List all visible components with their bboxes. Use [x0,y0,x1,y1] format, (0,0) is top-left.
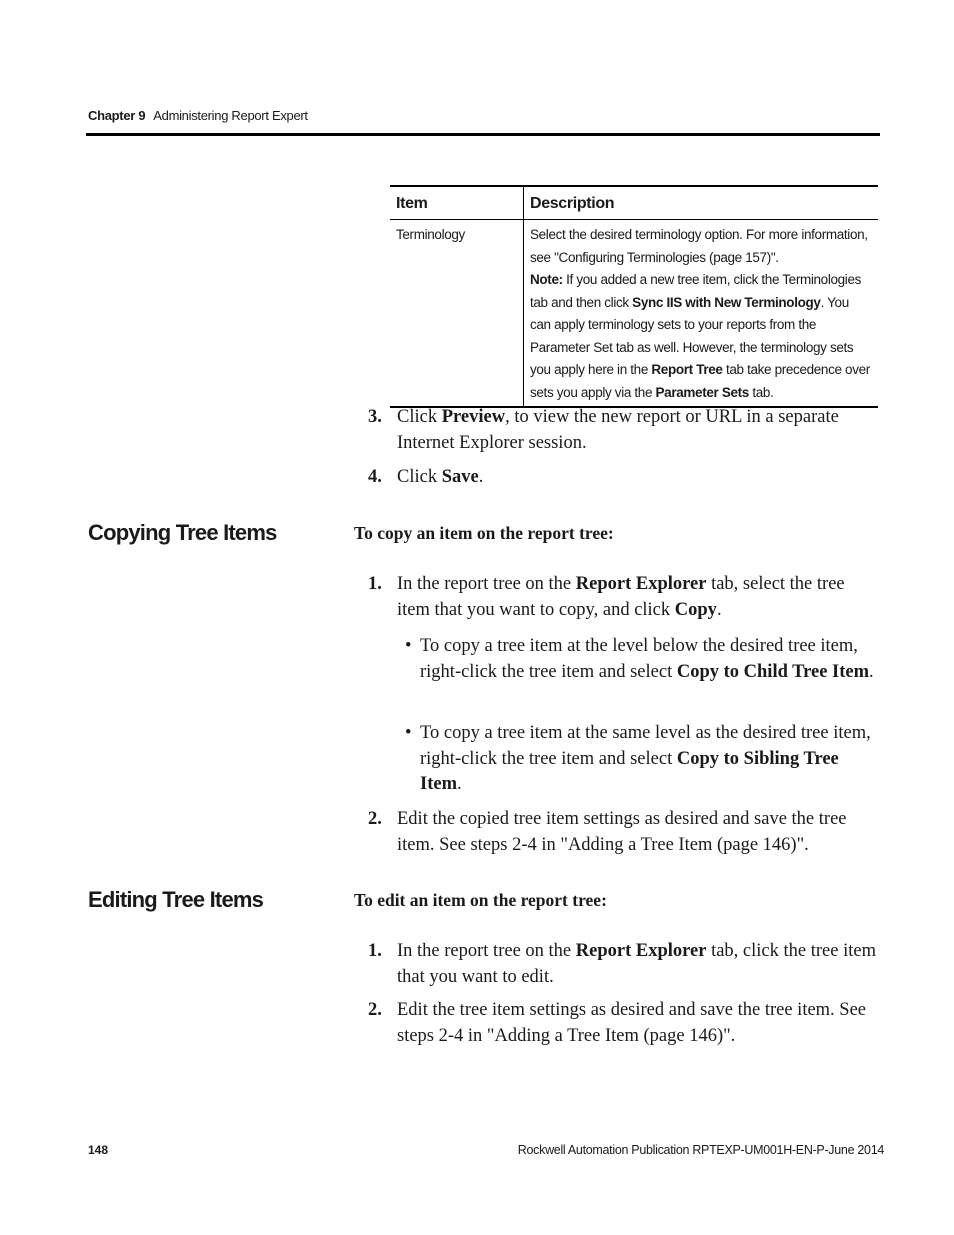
edit-step-1 [368,939,880,990]
cell-description [524,220,879,408]
step-number: 2. [368,809,382,829]
step-3 [368,405,880,456]
step-number: 4. [368,467,382,487]
note-part: tab. [748,384,774,400]
desc-text: Select the desired terminology option. For more information, see "Configuring Terminologies (page 157)". [530,227,868,265]
step-text-part: . [716,599,722,620]
step-bold: Copy [674,599,717,620]
step-text [397,465,880,491]
header-rule [86,133,880,136]
table-row [390,220,878,408]
bullet-bold: Copy to Child Tree Item [676,661,870,682]
running-header [88,108,308,123]
procedure-heading-edit: To edit an item on the report tree: [354,890,607,910]
bullet-text-part: . [456,774,462,794]
bullet-text-part: To copy a tree item at the same level as the desired tree item, right-click the tree item and select [420,723,871,769]
note-part: . You can apply terminology sets to your reports from the Parameter Set tab as well. However, the terminology sets you apply here in the [530,294,854,377]
step-number: 1. [368,941,382,961]
cell-item: Terminology [390,220,524,408]
note-bold: Report Tree [651,362,723,377]
copy-bullet-child [405,634,881,685]
chapter-title: Administering Report Expert [153,108,308,123]
step-text-part: tab, select the tree item that you want to copy, and click [397,574,845,620]
bullet-bold: Copy to Sibling Tree Item [420,748,839,794]
step-text [397,405,880,456]
step-text: Edit the tree item settings as desired and save the tree item. See steps 2-4 in "Adding a Tree Item (page 146)". [397,1000,867,1046]
step-text-part: In the report tree on the [397,574,576,594]
step-text-part: . [478,467,484,487]
step-text-part: , to view the new report or URL in a separate Internet Explorer session. [397,407,839,453]
col-header-description: Description [524,186,879,220]
note-text [530,269,872,404]
copy-step-1 [368,572,880,623]
bullet-text [420,721,881,798]
step-text [397,939,880,990]
note-bold: Sync IIS with New Terminology [632,294,821,310]
step-text: Edit the copied tree item settings as desired and save the tree item. See steps 2-4 in "Adding a Tree Item (page 146)". [397,809,847,855]
bullet-text [420,634,881,685]
copy-step-2 [368,807,880,858]
page-number: 148 [88,1143,109,1157]
step-bold: Save [441,467,479,487]
bullet-dot: • [405,636,412,656]
step-text-part: In the report tree on the [397,941,576,961]
chapter-label: Chapter 9 [88,108,146,123]
step-text-part: tab, click the tree item that you want to edit. [397,941,876,987]
note-part: tab take precedence over sets you apply via the [530,362,870,400]
item-description-table [390,185,878,408]
step-number: 3. [368,407,382,427]
note-bold: Parameter Sets [655,384,749,400]
step-text [397,572,880,623]
publication-id: Rockwell Automation Publication RPTEXP-UM001H-EN-P-June 2014 [517,1143,884,1157]
step-text-part: Click [397,407,442,427]
note-part: If you added a new tree item, click the Terminologies tab and then click [530,272,862,310]
table-header-row [390,186,878,220]
procedure-heading-copy: To copy an item on the report tree: [354,523,614,543]
bullet-text-part: To copy a tree item at the level below the desired tree item, right-click the tree item and select [420,636,858,682]
step-bold: Report Explorer [575,574,707,594]
copy-bullet-sibling [405,721,881,798]
edit-step-2 [368,998,880,1049]
bullet-text-part: . [869,661,874,682]
section-heading-copying: Copying Tree Items [88,520,277,545]
step-4 [368,465,880,491]
step-number: 1. [368,574,382,594]
bullet-dot: • [405,723,412,743]
note-label: Note: [530,272,563,287]
step-bold: Report Explorer [575,941,707,961]
step-bold: Preview [441,407,506,427]
step-number: 2. [368,1000,382,1020]
col-header-item: Item [390,186,524,220]
section-heading-editing: Editing Tree Items [88,887,264,912]
step-text-part: Click [397,467,442,487]
